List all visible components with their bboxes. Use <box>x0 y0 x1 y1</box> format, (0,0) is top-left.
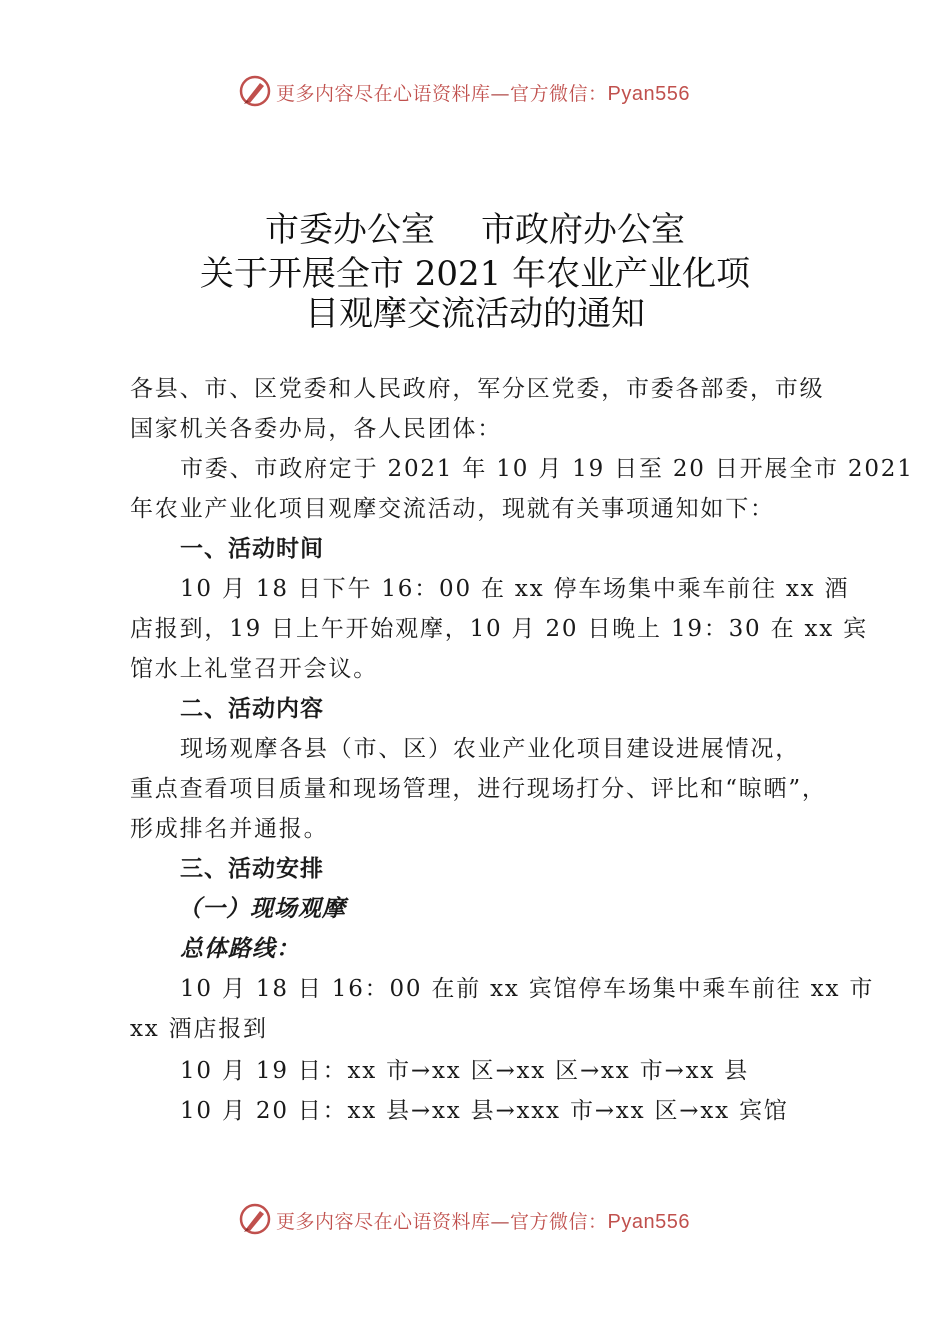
intro-line-2: 年农业产业化项目观摩交流活动，现就有关事项通知如下： <box>130 496 775 522</box>
watermark-sep: — <box>490 1211 511 1233</box>
content-line-3: 形成排名并通报。 <box>130 816 329 842</box>
time-line-3: 馆水上礼堂召开会议。 <box>130 656 378 682</box>
title-office-gov: 市政府办公室 <box>481 210 685 250</box>
content-line-1: 现场观摩各县（市、区）农业产业化项目建设进展情况， <box>180 736 800 762</box>
watermark-label: 官方微信： <box>510 1211 608 1233</box>
section-heading-arrangement: 三、活动安排 <box>180 856 324 882</box>
watermark-top <box>0 72 950 112</box>
pen-logo-icon <box>238 74 272 108</box>
watermark-text <box>276 79 690 106</box>
time-line-2: 店报到，19 日上午开始观摩，10 月 20 日晚上 19：30 在 xx 宾 <box>130 616 868 642</box>
recipients-line-2: 国家机关各委办局，各人民团体： <box>130 416 502 442</box>
watermark-sep: — <box>490 83 511 105</box>
route-line-1a: 10 月 18 日 16：00 在前 xx 宾馆停车场集中乘车前往 xx 市 <box>180 976 875 1002</box>
pen-logo-icon <box>238 1202 272 1236</box>
section-heading-time: 一、活动时间 <box>180 536 324 562</box>
title-office-party: 市委办公室 <box>265 210 435 250</box>
time-line-1: 10 月 18 日下午 16：00 在 xx 停车场集中乘车前往 xx 酒 <box>180 576 850 602</box>
watermark-label: 官方微信： <box>510 83 608 105</box>
watermark-main: 更多内容尽在心语资料库 <box>276 83 491 105</box>
route-line-1b: xx 酒店报到 <box>130 1016 268 1042</box>
recipients-line-1: 各县、市、区党委和人民政府，军分区党委，市委各部委，市级 <box>130 376 825 402</box>
watermark-id: Pyan556 <box>607 1211 690 1233</box>
section-heading-content: 二、活动内容 <box>180 696 324 722</box>
watermark-text <box>276 1207 690 1234</box>
title-line-3: 目观摩交流活动的通知 <box>305 294 645 334</box>
route-line-2: 10 月 19 日：xx 市→xx 区→xx 区→xx 市→xx 县 <box>180 1058 750 1084</box>
title-line-2: 关于开展全市 2021 年农业产业化项 <box>199 254 751 294</box>
route-label: 总体路线： <box>180 935 300 962</box>
subsection-heading-observation: （一）现场观摩 <box>178 895 346 922</box>
route-line-3: 10 月 20 日：xx 县→xx 县→xxx 市→xx 区→xx 宾馆 <box>180 1098 789 1124</box>
content-line-2: 重点查看项目质量和现场管理，进行现场打分、评比和“晾晒”， <box>130 776 827 802</box>
intro-line-1: 市委、市政府定于 2021 年 10 月 19 日至 20 日开展全市 2021 <box>180 456 914 482</box>
watermark-bottom <box>0 1200 950 1240</box>
title-line-1 <box>0 202 950 251</box>
watermark-main: 更多内容尽在心语资料库 <box>276 1211 491 1233</box>
watermark-id: Pyan556 <box>607 83 690 105</box>
